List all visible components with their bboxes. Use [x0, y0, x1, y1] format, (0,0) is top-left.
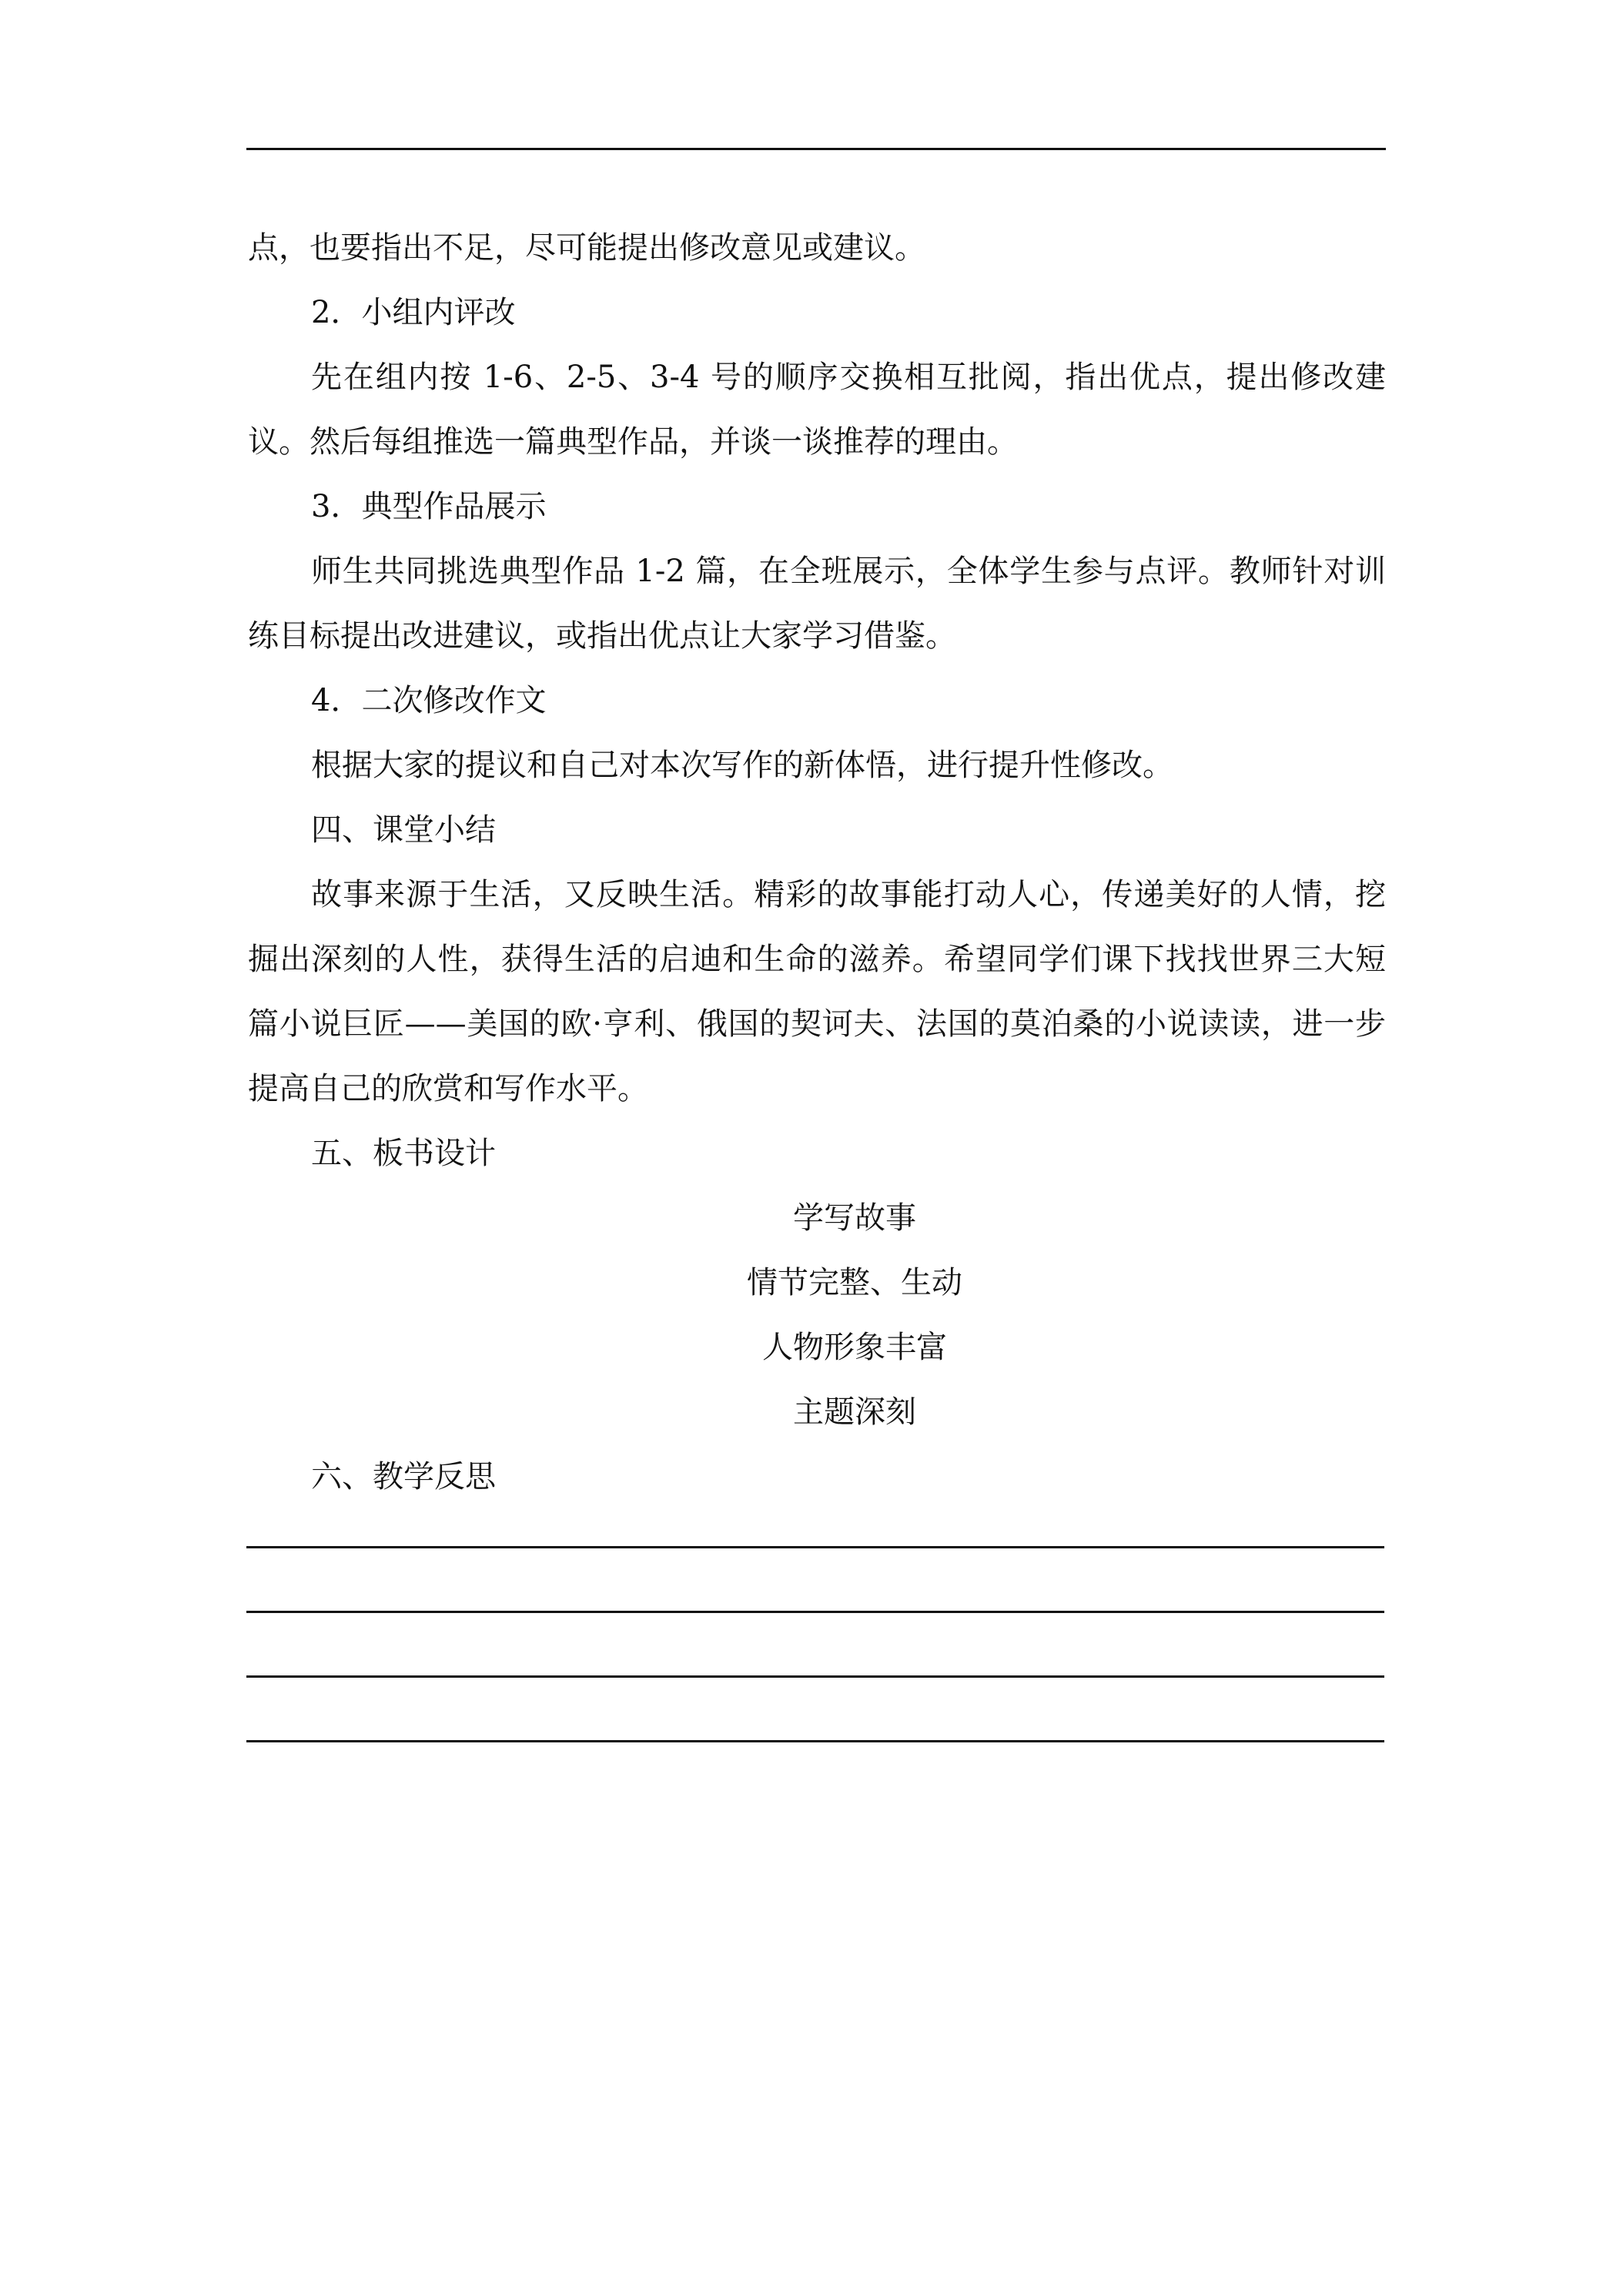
- board-line-characters: 人物形象丰富: [762, 1330, 947, 1365]
- writing-line: [246, 1675, 1384, 1678]
- paragraph-summary: 故事来源于生活，又反映生活。精彩的故事能打动人心，传递美好的人情，挖掘出深刻的人性，获得生活的启迪和生命的滋养。希望同学们课下找找世界三大短篇小说巨匠——美国的欧·亨利、俄国的契诃夫、法国的莫泊桑的小说读读，进一步提高自己的欣赏和写作水平。: [248, 877, 1386, 1106]
- paragraph-group-review: 先在组内按 1-6、2-5、3-4 号的顺序交换相互批阅，指出优点，提出修改建议。然后每组推选一篇典型作品，并谈一谈推荐的理由。: [248, 360, 1386, 460]
- document-body: [248, 216, 1386, 1509]
- writing-line: [246, 1546, 1384, 1548]
- board-line-theme: 主题深刻: [793, 1394, 916, 1430]
- reflection-writing-lines: [246, 1546, 1384, 1805]
- section-heading-summary: 四、课堂小结: [311, 812, 496, 848]
- board-title: 学写故事: [793, 1200, 916, 1236]
- writing-line: [246, 1611, 1384, 1613]
- paragraph-second-revision: 根据大家的提议和自己对本次写作的新体悟，进行提升性修改。: [311, 748, 1173, 783]
- subheading-second-revision: 4．二次修改作文: [311, 683, 547, 718]
- board-design: [248, 1186, 1386, 1444]
- section-heading-reflection: 六、教学反思: [311, 1459, 496, 1494]
- paragraph-continued: 点，也要指出不足，尽可能提出修改意见或建议。: [248, 230, 925, 266]
- section-heading-board-design: 五、板书设计: [311, 1136, 496, 1171]
- subheading-group-review: 2．小组内评改: [311, 295, 516, 330]
- subheading-showcase: 3．典型作品展示: [311, 489, 547, 524]
- board-line-plot: 情节完整、生动: [747, 1265, 962, 1300]
- writing-line: [246, 1740, 1384, 1742]
- paragraph-showcase: 师生共同挑选典型作品 1-2 篇，在全班展示，全体学生参与点评。教师针对训练目标提出改进建议，或指出优点让大家学习借鉴。: [248, 554, 1386, 654]
- header-rule: [246, 148, 1386, 150]
